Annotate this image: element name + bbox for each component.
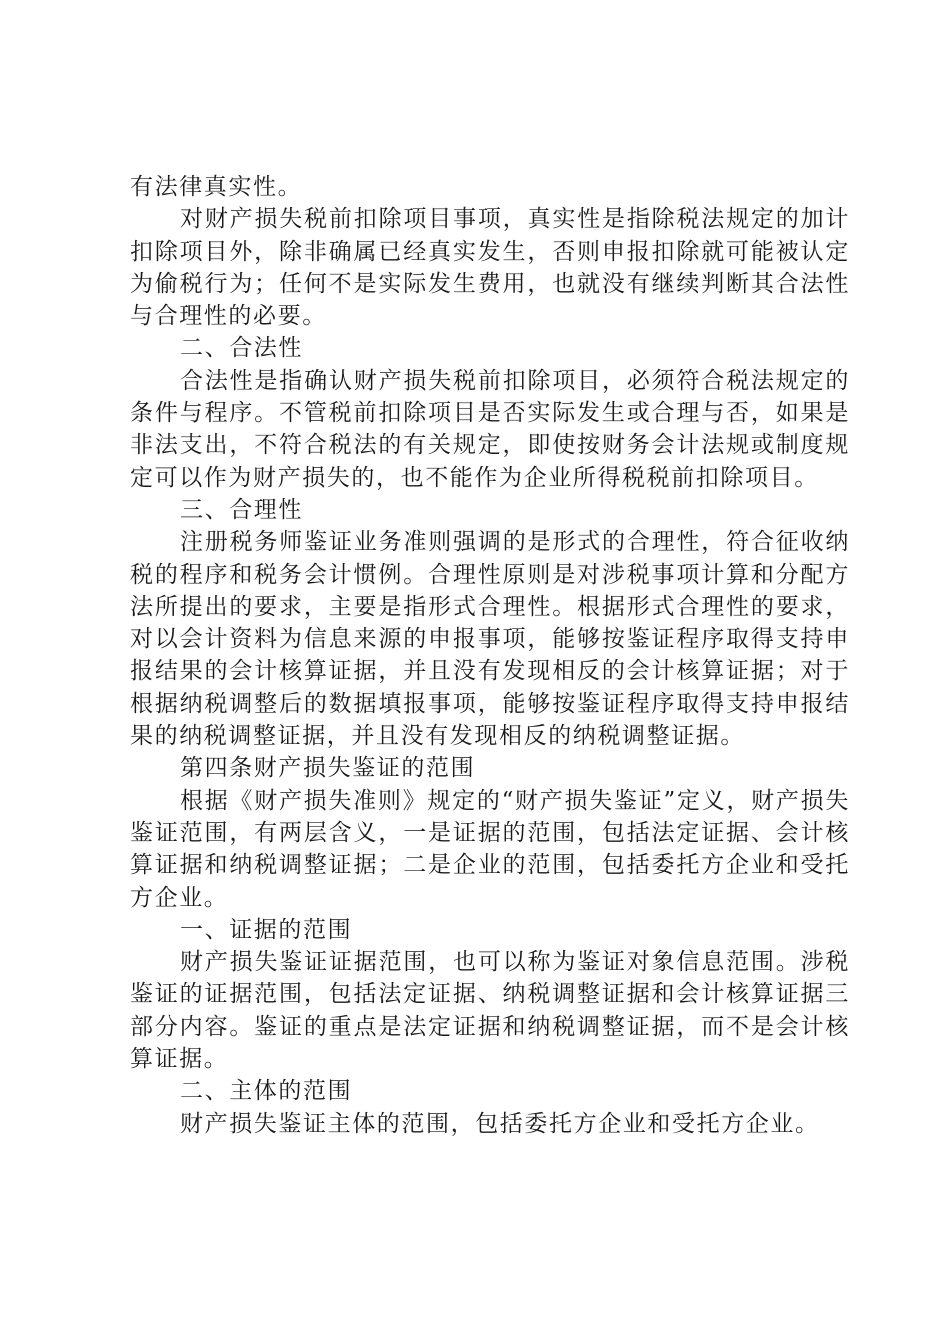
- section-heading-evidence-scope: 一、证据的范围: [180, 916, 353, 943]
- article-heading-scope: 第四条财产损失鉴证的范围: [180, 755, 476, 782]
- section-heading-legality: 二、合法性: [180, 335, 303, 362]
- document-body: [130, 171, 850, 1140]
- paragraph-subject-scope: 财产损失鉴证主体的范围，包括委托方企业和受托方企业。: [180, 1110, 820, 1137]
- section-heading-reasonableness: 三、合理性: [180, 496, 303, 523]
- paragraph-evidence-scope: 财产损失鉴证证据范围，也可以称为鉴证对象信息范围。涉税鉴证的证据范围，包括法定证据、纳税调整证据和会计核算证据三部分内容。鉴证的重点是法定证据和纳税调整证据，而不是会计核算证据。: [130, 949, 850, 1073]
- section-heading-subject-scope: 二、主体的范围: [180, 1078, 353, 1105]
- paragraph-scope: 根据《财产损失准则》规定的“财产损失鉴证”定义，财产损失鉴证范围，有两层含义，一是证据的范围，包括法定证据、会计核算证据和纳税调整证据；二是企业的范围，包括委托方企业和受托方企业。: [130, 787, 850, 911]
- paragraph-authenticity: 对财产损失税前扣除项目事项，真实性是指除税法规定的加计扣除项目外，除非确属已经真实发生，否则申报扣除就可能被认定为偷税行为；任何不是实际发生费用，也就没有继续判断其合法性与合理性的必要。: [130, 206, 850, 330]
- paragraph-legality: 合法性是指确认财产损失税前扣除项目，必须符合税法规定的条件与程序。不管税前扣除项目是否实际发生或合理与否，如果是非法支出，不符合税法的有关规定，即使按财务会计法规或制度规定可以作为财产损失的，也不能作为企业所得税税前扣除项目。: [130, 367, 850, 491]
- paragraph-continuation: 有法律真实性。: [130, 174, 303, 200]
- paragraph-reasonableness: 注册税务师鉴证业务准则强调的是形式的合理性，符合征收纳税的程序和税务会计惯例。合理性原则是对涉税事项计算和分配方法所提出的要求，主要是指形式合理性。根据形式合理性的要求，对以会计资料为信息来源的申报事项，能够按鉴证程序取得支持申报结果的会计核算证据，并且没有发现相反的会计核算证据；对于根据纳税调整后的数据填报事项，能够按鉴证程序取得支持申报结果的纳税调整证据，并且没有发现相反的纳税调整证据。: [130, 529, 850, 750]
